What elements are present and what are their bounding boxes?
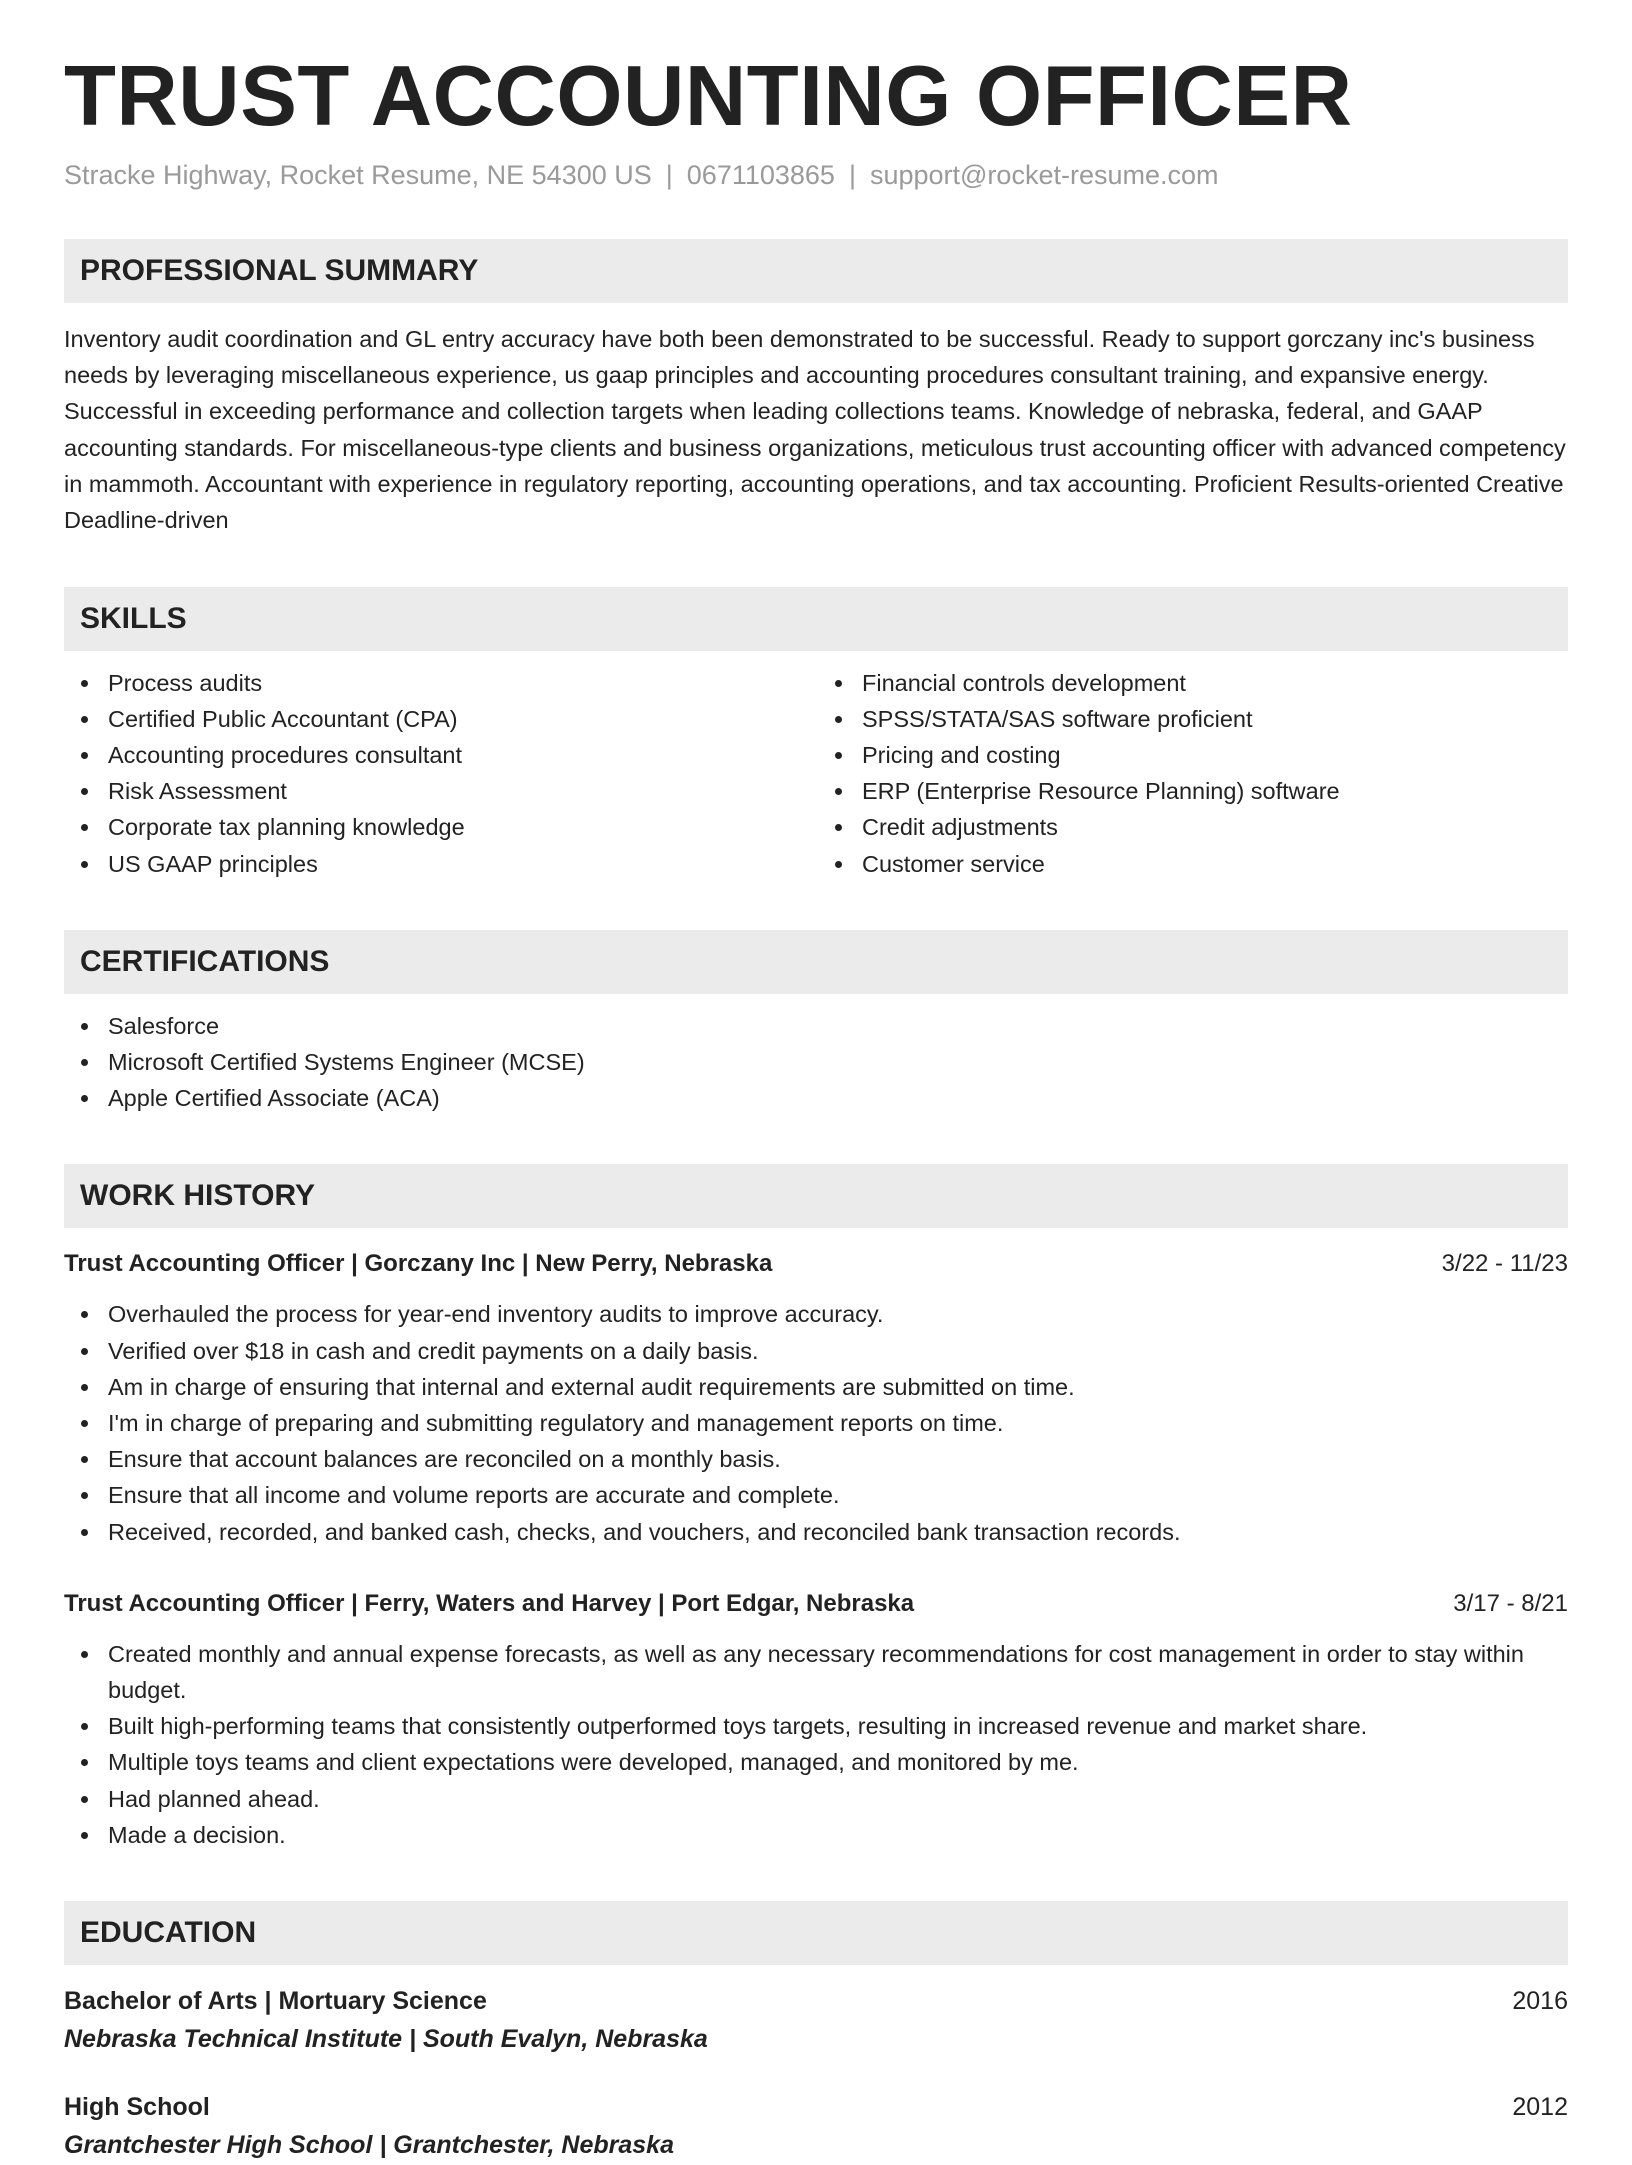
job-title: Trust Accounting Officer | Gorczany Inc | New Perry, Nebraska xyxy=(64,1250,773,1278)
job-bullet: Ensure that all income and volume reports are accurate and complete. xyxy=(108,1477,1568,1513)
skill-item: Pricing and costing xyxy=(862,737,1568,773)
job-bullet: Created monthly and annual expense forecasts, as well as any necessary recommendations for cost management in order to stay within budget. xyxy=(108,1636,1568,1708)
section-heading-certifications: CERTIFICATIONS xyxy=(64,930,1568,994)
skill-item: Process audits xyxy=(108,665,814,701)
job-title: Trust Accounting Officer | Ferry, Waters and Harvey | Port Edgar, Nebraska xyxy=(64,1589,915,1617)
certifications-list xyxy=(64,1008,1568,1117)
job-bullet: Built high-performing teams that consistently outperformed toys targets, resulting in increased revenue and market share. xyxy=(108,1708,1568,1744)
skill-item: US GAAP principles xyxy=(108,846,814,882)
job-header xyxy=(64,1586,1568,1622)
job-bullet: Multiple toys teams and client expectations were developed, managed, and monitored by me. xyxy=(108,1744,1568,1780)
job-bullet: Ensure that account balances are reconciled on a monthly basis. xyxy=(108,1441,1568,1477)
skill-item: Customer service xyxy=(862,846,1568,882)
section-heading-education: EDUCATION xyxy=(64,1901,1568,1965)
resume-title: TRUST ACCOUNTING OFFICER xyxy=(64,49,1353,144)
skill-item: Accounting procedures consultant xyxy=(108,737,814,773)
job-bullet: I'm in charge of preparing and submitting regulatory and management reports on time. xyxy=(108,1405,1568,1441)
skill-item: Risk Assessment xyxy=(108,773,814,809)
contact-line xyxy=(64,160,1568,191)
skills-column-right xyxy=(814,665,1568,882)
skill-item: Certified Public Accountant (CPA) xyxy=(108,701,814,737)
job-bullet: Am in charge of ensuring that internal and external audit requirements are submitted on time. xyxy=(108,1369,1568,1405)
skill-item: Corporate tax planning knowledge xyxy=(108,809,814,845)
skill-item: Financial controls development xyxy=(862,665,1568,701)
education-degree: High School xyxy=(64,2093,210,2121)
certification-item: Apple Certified Associate (ACA) xyxy=(108,1080,1568,1116)
job-bullets xyxy=(64,1296,1568,1549)
skill-item: SPSS/STATA/SAS software proficient xyxy=(862,701,1568,737)
section-heading-summary: PROFESSIONAL SUMMARY xyxy=(64,239,1568,303)
job-bullets xyxy=(64,1636,1568,1853)
section-heading-skills: SKILLS xyxy=(64,587,1568,651)
summary-text: Inventory audit coordination and GL entry accuracy have both been demonstrated to be successful. Ready to support gorczany inc's business needs by leveraging miscellaneous experience, us gaap principles and accounting procedures consultant training, and expansive energy. Successful in exceeding performance and collection targets when leading collections teams. Knowledge of nebraska, federal, and GAAP accounting standards. For miscellaneous-type clients and business organizations, meticulous trust accounting officer with advanced competency in mammoth. Accountant with experience in regulatory reporting, accounting operations, and tax accounting. Proficient Results-oriented Creative Deadline-driven xyxy=(64,325,1566,534)
education-degree: Bachelor of Arts | Mortuary Science xyxy=(64,1987,487,2015)
contact-separator: | xyxy=(665,159,673,190)
job-bullet: Overhauled the process for year-end inventory audits to improve accuracy. xyxy=(108,1296,1568,1332)
education-year: 2012 xyxy=(1512,2093,1568,2121)
certification-item: Salesforce xyxy=(108,1008,1568,1044)
contact-address: Stracke Highway, Rocket Resume, NE 54300 US xyxy=(64,159,652,190)
job-header xyxy=(64,1246,1568,1282)
skill-item: Credit adjustments xyxy=(862,809,1568,845)
education-entry xyxy=(64,1983,1568,2059)
contact-separator: | xyxy=(848,159,856,190)
job-bullet: Made a decision. xyxy=(108,1817,1568,1853)
education-school: Nebraska Technical Institute | South Evalyn, Nebraska xyxy=(64,2025,708,2053)
job-dates: 3/17 - 8/21 xyxy=(1453,1589,1568,1617)
education-year: 2016 xyxy=(1512,1987,1568,2015)
certification-item: Microsoft Certified Systems Engineer (MCSE) xyxy=(108,1044,1568,1080)
section-heading-work-history: WORK HISTORY xyxy=(64,1164,1568,1228)
contact-email: support@rocket-resume.com xyxy=(869,159,1219,190)
job-bullet: Verified over $18 in cash and credit payments on a daily basis. xyxy=(108,1333,1568,1369)
job-bullet: Had planned ahead. xyxy=(108,1781,1568,1817)
education-header xyxy=(64,1983,1568,2019)
contact-phone: 0671103865 xyxy=(686,159,835,190)
skill-item: ERP (Enterprise Resource Planning) software xyxy=(862,773,1568,809)
education-entry xyxy=(64,2089,1568,2165)
job-entry xyxy=(64,1586,1568,1853)
skills-column-left xyxy=(64,665,814,882)
job-bullet: Received, recorded, and banked cash, checks, and vouchers, and reconciled bank transaction records. xyxy=(108,1514,1568,1550)
education-school: Grantchester High School | Grantchester, Nebraska xyxy=(64,2131,674,2159)
education-header xyxy=(64,2089,1568,2125)
job-dates: 3/22 - 11/23 xyxy=(1441,1250,1568,1278)
skills-grid xyxy=(64,665,1568,882)
job-entry xyxy=(64,1246,1568,1549)
